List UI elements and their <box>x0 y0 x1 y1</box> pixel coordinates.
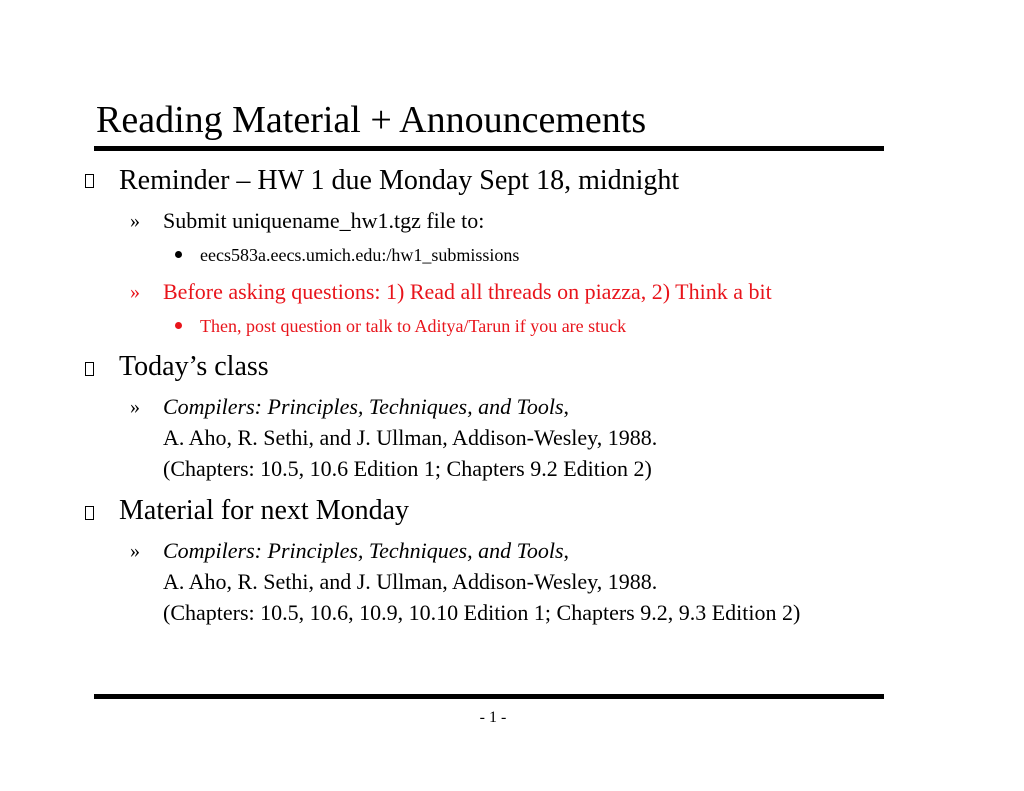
next-heading: Material for next Monday <box>119 495 410 526</box>
dot-bullet-icon <box>175 322 182 329</box>
square-bullet-icon <box>85 362 94 376</box>
slide-title: Reading Material + Announcements <box>96 99 647 141</box>
today-book-comma: , <box>563 394 570 419</box>
today-chapters: (Chapters: 10.5, 10.6 Edition 1; Chapters 9.2 Edition 2) <box>163 456 652 481</box>
submit-instruction: Submit uniquename_hw1.tgz file to: <box>163 208 485 233</box>
chevron-bullet-icon: » <box>130 210 140 232</box>
today-book-title: Compilers: Principles, Techniques, and Tools <box>163 394 564 419</box>
footer-rule <box>94 694 884 699</box>
square-bullet-icon <box>85 174 94 188</box>
next-chapters: (Chapters: 10.5, 10.6, 10.9, 10.10 Edition 1; Chapters 9.2, 9.3 Edition 2) <box>163 600 801 625</box>
next-book-title: Compilers: Principles, Techniques, and Tools <box>163 538 564 563</box>
next-book-title-line <box>163 537 569 565</box>
chevron-bullet-icon: » <box>130 396 140 418</box>
chevron-bullet-icon: » <box>130 540 140 562</box>
square-bullet-icon <box>85 506 94 520</box>
chevron-bullet-icon: » <box>130 281 140 303</box>
dot-bullet-icon <box>175 251 182 258</box>
today-book-title-line <box>163 393 569 421</box>
page-number: - 1 - <box>479 709 507 726</box>
next-authors: A. Aho, R. Sethi, and J. Ullman, Addison-Wesley, 1988. <box>163 569 658 594</box>
questions-instruction: Before asking questions: 1) Read all threads on piazza, 2) Think a bit <box>163 279 772 304</box>
title-rule <box>94 146 884 151</box>
today-heading: Today’s class <box>119 351 269 382</box>
today-authors: A. Aho, R. Sethi, and J. Ullman, Addison-Wesley, 1988. <box>163 425 658 450</box>
reminder-heading: Reminder – HW 1 due Monday Sept 18, midnight <box>119 165 680 196</box>
submit-path: eecs583a.eecs.umich.edu:/hw1_submissions <box>200 245 520 265</box>
next-book-comma: , <box>563 538 570 563</box>
questions-followup: Then, post question or talk to Aditya/Tarun if you are stuck <box>200 316 627 336</box>
